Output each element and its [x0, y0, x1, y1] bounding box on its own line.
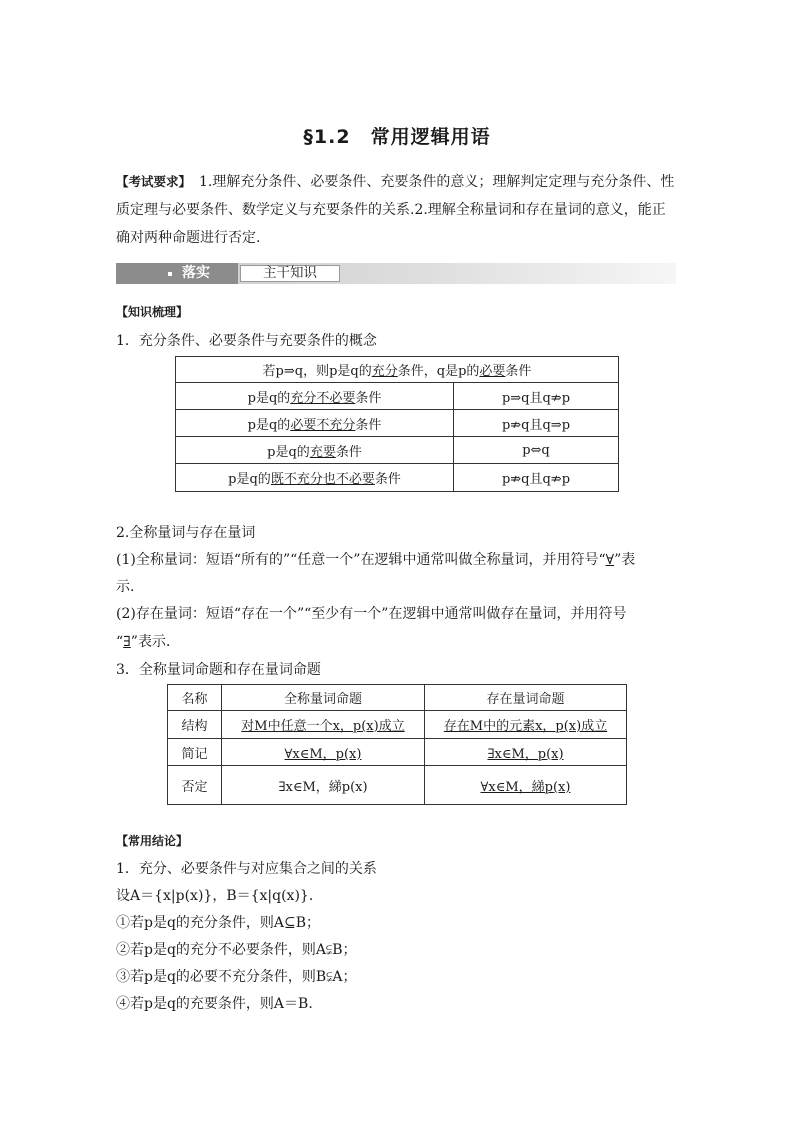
table-cell — [176, 464, 454, 492]
banner-white-label: 主干知识 — [240, 265, 340, 282]
page-title: §1.2 常用逻辑用语 — [303, 126, 491, 148]
table-row — [176, 410, 619, 437]
square-bullet-icon — [168, 272, 172, 276]
blank-symbol: ∀ — [605, 552, 615, 568]
paragraph-text: ”表 — [614, 552, 636, 568]
table-cell: 结构 — [168, 711, 222, 739]
table-cell: ∃x∈M，p(x) — [425, 739, 627, 766]
table-cell: ∀x∈M，p(x) — [222, 739, 425, 766]
cell-text: p是q的 — [247, 390, 291, 406]
cell-text: p是q的 — [247, 417, 291, 433]
table-cell: p⇒q且q⇏p — [454, 383, 619, 410]
requirements-tag: 【考试要求】 — [116, 174, 192, 189]
table-row — [168, 739, 627, 766]
cell-text: 条件 — [335, 444, 362, 460]
existential-quantifier-line-2 — [116, 631, 180, 651]
header-text: 条件，q是p的 — [397, 364, 480, 379]
table-row — [168, 711, 627, 739]
header-blank: 充分 — [371, 364, 398, 379]
universal-quantifier-line — [116, 549, 635, 569]
header-text: 若p⇒q，则p是q的 — [262, 364, 372, 379]
table-cell: 对M中任意一个x，p(x)成立 — [222, 711, 425, 739]
table-header-cell: 存在量词命题 — [425, 685, 627, 711]
table-row — [168, 766, 627, 805]
table-cell: p⇏q且q⇏p — [454, 464, 619, 492]
table-row — [176, 464, 619, 492]
conclusions-heading: 【常用结论】 — [116, 834, 189, 848]
banner-dark-tab — [116, 263, 238, 284]
paragraph-text: (1)全称量词：短语“所有的”“任意一个”在逻辑中通常叫做全称量词，并用符号“ — [116, 552, 606, 568]
cell-blank: 充要 — [309, 444, 336, 460]
table-row — [176, 357, 619, 383]
cell-text: 条件 — [374, 472, 401, 487]
table-cell: 否定 — [168, 766, 222, 805]
table-row — [176, 437, 619, 464]
exam-requirements — [116, 168, 678, 252]
cell-text: 条件 — [355, 417, 382, 433]
knowledge-heading: 【知识梳理】 — [116, 305, 189, 319]
cell-text: 条件 — [355, 390, 382, 406]
header-text: 条件 — [505, 364, 532, 379]
universal-quantifier-line-2: 示． — [116, 579, 144, 595]
table-cell: p⇔q — [454, 437, 619, 464]
table-cell — [176, 410, 454, 437]
table-header-cell: 全称量词命题 — [222, 685, 425, 711]
conclusion-item: ①若p是q的充分条件，则A⊆B； — [116, 915, 321, 931]
section1-title: 1．充分条件、必要条件与充要条件的概念 — [116, 333, 377, 349]
table-cell — [176, 437, 454, 464]
table-header-cell: 名称 — [168, 685, 222, 711]
table-cell — [176, 383, 454, 410]
banner-dark-label: 落实 — [182, 265, 210, 281]
conclusion-item: ②若p是q的充分不必要条件，则A⫋B； — [116, 942, 357, 958]
cell-blank: 充分不必要 — [290, 390, 356, 406]
paragraph-text: ”表示． — [130, 634, 180, 650]
section2-title: 2.全称量词与存在量词 — [116, 525, 256, 541]
table-row — [176, 383, 619, 410]
header-blank: 必要 — [479, 364, 506, 379]
quantifier-table — [167, 684, 627, 805]
table-cell: ∀x∈M，綈p(x) — [425, 766, 627, 805]
cell-blank: 必要不充分 — [290, 417, 356, 433]
section3-title: 3．全称量词命题和存在量词命题 — [116, 662, 321, 678]
table-cell: ∃x∈M，綈p(x) — [222, 766, 425, 805]
condition-table — [175, 356, 619, 492]
existential-quantifier-line: (2)存在量词：短语“存在一个”“至少有一个”在逻辑中通常叫做存在量词，并用符号 — [116, 606, 627, 622]
requirements-text: 1.理解充分条件、必要条件、充要条件的意义；理解判定定理与充分条件、性质定理与必要条件、数学定义与充要条件的关系.2.理解全称量词和存在量词的意义，能正确对两种命题进行否定. — [116, 174, 675, 246]
table-row — [168, 685, 627, 711]
conclusion-item: ③若p是q的必要不充分条件，则B⫋A； — [116, 969, 357, 985]
cell-text: p是q的 — [267, 444, 310, 460]
conclusion-item: ④若p是q的充要条件，则A＝B. — [116, 996, 313, 1012]
cell-text: p是q的 — [228, 472, 271, 487]
table-cell: p⇏q且q⇒p — [454, 410, 619, 437]
table-cell: 存在M中的元素x，p(x)成立 — [425, 711, 627, 739]
conclusions-title: 1．充分、必要条件与对应集合之间的关系 — [116, 861, 377, 877]
table-header-cell — [176, 357, 619, 383]
blank-symbol: ∃ — [123, 634, 131, 650]
set-definition: 设A＝{x|p(x)}，B＝{x|q(x)}． — [116, 888, 323, 904]
paragraph-text: “ — [116, 634, 124, 650]
cell-blank: 既不充分也不必要 — [270, 472, 375, 487]
table-cell: 简记 — [168, 739, 222, 766]
